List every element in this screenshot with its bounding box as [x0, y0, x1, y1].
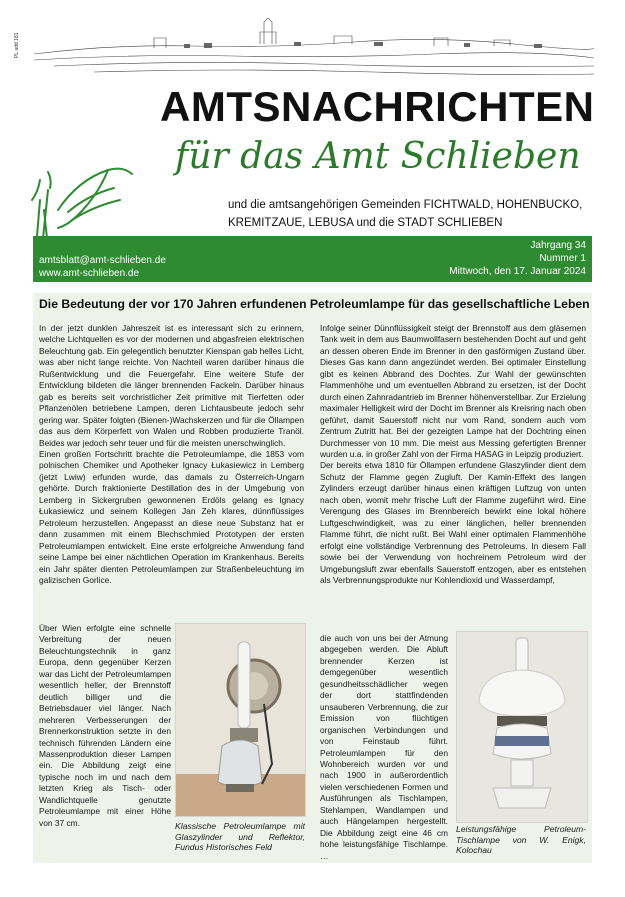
- paragraph: Der bereits etwa 1810 für Öllampen erfundene Glaszylinder dient dem Schutz der Flamme gegen Zugluft. Der Kamin-Effekt des langen Zylinders erzeugt darüber hinaus einen kräftigen Luftzug von unten nach oben, womit mehr frische Luft der Flamme zugeführt wird. Eine Verengung des Glases im Brennbereich bewirkt eine lokal höhere Luftgeschwindigkeit, was zu einer länglichen, heller brennenden Flamme führt, die nicht rußt. Bei Wahl einer optimalen Flammenhöhe erfolgt eine vollständige Verbrennung des Petroleums. In diesem Fall sowie bei der Verwendung von hochreinem Petroleum wird der Umgebungsluft zwar ebenfalls Sauerstoff entzogen, aber es entstehen als Verbrennungsprodukte nur Kohlendioxid und Wasserdampf,: [320, 460, 586, 585]
- municipalities-line: [228, 196, 600, 232]
- website-link[interactable]: www.amt-schlieben.de: [39, 268, 140, 279]
- issue-date: Mittwoch, den 17. Januar 2024: [449, 266, 586, 277]
- article-column-left-narrow: [39, 623, 171, 829]
- municipalities-line-1: und die amtsangehörigen Gemeinden FICHTWALD, HOHENBUCKO,: [228, 199, 583, 211]
- email-link[interactable]: amtsblatt@amt-schlieben.de: [39, 255, 166, 266]
- lamp-classic-illustration: [176, 624, 305, 816]
- paragraph: die auch von uns bei der Atmung abgegeben werden. Die Abluft brennender Kerzen ist demgegenüber wesentlich gesundheitsschädlicher wegen der dort stattfindenden unsauberen Verbrennung, die zur Emission von flüchtigen organischen Verbindungen und von Feinstaub führt. Petroleumlampen für den Wohnbereich wurden vor und nach 1900 in außerordentlich vielen verschiedenen Formen und Ausführungen als Tischlampen, Stehlampen, Wandlampen und auch Hängelampen hergestellt. Die Abbildung zeigt eine 46 cm hohe leistungsfähige Tischlampe. …: [320, 633, 448, 861]
- photo-caption-classic: Klassische Petroleumlampe mit Glaszylinder und Reflektor, Fundus Historisches Feld: [175, 821, 305, 852]
- municipalities-line-2: KREMITZAUE, LEBUSA und die STADT SCHLIEBEN: [228, 217, 503, 229]
- side-code: PL add 181: [14, 32, 20, 58]
- crane-logo: [28, 140, 138, 250]
- paragraph: In der jetzt dunklen Jahreszeit ist es interessant sich zu erinnern, welche Lichtquellen es vor der modernen und abgasfreien elektrischen Beleuchtung gab. Ein gelegentlich benutzter Kienspan gab helles Licht, was aber nicht lange reichte. Von Nachteil waren darüber hinaus die Rußentwicklung und die Feuergefahr. Eine weitere Stufe der Entwicklung bildeten die länger brennenden Fackeln. Darüber hinaus gab es bereits seit vorchristlicher Zeit primitive mit Tierfetten oder Pflanzenölen betriebene Lampen, deren Lichtausbeute jedoch sehr gering war. Später folgten (Bienen-)Wachskerzen und für die Öllampen das aus dem Körperfett von Walen und Robben produzierte Tranöl. Beides war jedoch sehr teuer und für die meisten unerschwinglich.: [39, 323, 304, 448]
- paragraph: Infolge seiner Dünnflüssigkeit steigt der Brennstoff aus dem gläsernen Tank weit in dem aus Baumwollfasern bestehenden Docht auf und geht an dessen oberen Ende im Brenner in den gasförmigen Zustand über. Dieses Gas kann dann angezündet werden. Bei optimaler Einstellung gibt es keinen Abbrand des Dochtes. Zur Wahl der gewünschten Flammenhöhe und um eventuellen Abbrand zu ersetzen, ist der Docht durch einen Zahnradantrieb im Brenner höhenverstellbar. Zur Erzielung maximaler Helligkeit wird der Docht im Brenner als Kreisring nach oben geführt, damit Sauerstoff nicht nur vom Rand, sondern auch vom Zentrum Zutritt hat. Bei der gezeigten Lampe hat der Dochtring einen Durchmesser von 10 mm. Die meist aus Messing gefertigten Brenner wurden u.a. in großer Zahl von der Firma HASAG in Leipzig produziert.: [320, 323, 586, 459]
- lamp-table-illustration: [457, 632, 587, 822]
- info-bar: [33, 236, 592, 282]
- photo-caption-table: Leistungsfähige Petroleum-Tischlampe von W. Enigk, Kolochau: [456, 824, 586, 855]
- article-column-left: [39, 323, 304, 586]
- article-column-right: [320, 323, 586, 586]
- town-skyline-illustration: [34, 14, 594, 84]
- article-box: [33, 293, 592, 863]
- lamp-photo-classic: [175, 623, 306, 817]
- article-column-right-narrow: [320, 633, 448, 862]
- volume-label: Jahrgang 34: [530, 240, 586, 251]
- lamp-photo-table: [456, 631, 588, 823]
- paragraph: Einen großen Fortschritt brachte die Petroleumlampe, die 1853 vom polnischen Chemiker und Apotheker Ignacy Łukasiewicz in Lemberg (jetzt Lwiw) erfunden wurde, das damals zu Österreich-Ungarn gehörte. Durch fraktionierte Destillation des in der Umgebung von Lemberg in Sickergruben gewonnenen Erdöls gelang es Ignacy Łukasiewicz und seinem Kollegen Jan Zeh klares, dünnflüssiges Petroleum herzustellen. Angepasst an diese neue Substanz hat er dann zusammen mit einem Blechschmied Prototypen der ersten Petroleumlampen entwickelt. Eine erste erfolgreiche Anwendung fand seine Lampe bei einer nächtlichen Operation im Krankenhaus. Bereits ein Jahr später dienten Petroleumlampen zur Straßenbeleuchtung im galizischen Gorlice.: [39, 448, 304, 585]
- newspaper-title: AMTSNACHRICHTEN: [160, 83, 595, 130]
- issue-number: Nummer 1: [539, 253, 586, 264]
- newspaper-subtitle: für das Amt Schlieben: [175, 136, 581, 177]
- article-headline: Die Bedeutung der vor 170 Jahren erfundenen Petroleumlampe für das gesellschaftliche Leben: [39, 297, 590, 311]
- paragraph: Über Wien erfolgte eine schnelle Verbreitung der neuen Beleuchtungstechnik in ganz Europa, denn gegenüber Kerzen war das Licht der Petroleumlampen wesentlich heller, der Brennstoff deutlich billiger und die Betriebsdauer viel länger. Nach mehreren Verbesserungen der Brennerkonstruktion setzte in den technisch führenden Ländern eine Massenproduktion dieser Lampen ein. Die Abbildung zeigt eine typische noch im und nach dem letzten Krieg als Tisch- oder Wandlichtquelle genutzte Petroleumlampe mit einer Höhe von 37 cm.: [39, 623, 171, 828]
